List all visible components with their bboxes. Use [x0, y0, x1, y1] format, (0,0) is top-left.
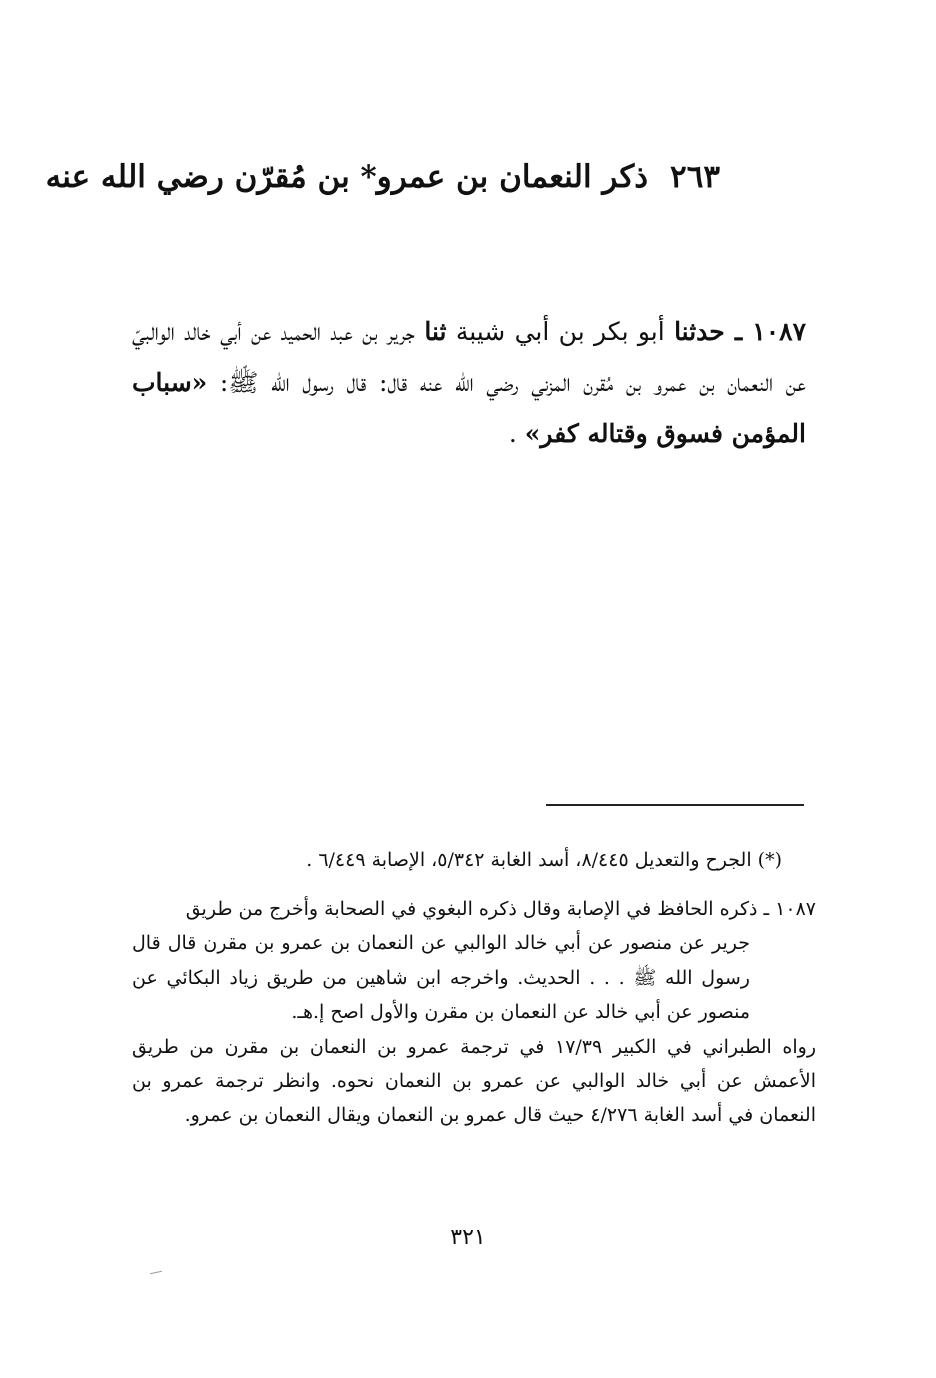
section-title: ذكر النعمان بن عمرو* بن مُقرّن رضي الله عنه [45, 159, 649, 195]
hadith-end: . [508, 419, 525, 448]
section-number: ٢٦٣ [670, 159, 720, 195]
isnad-part-2: جرير بن عبد الحميد عن أبي خالد الوالبيّ عن النعمان بن عمرو بن مُقرن المزني رضي الله عنه قال: قال رسول الله ﷺ: [132, 317, 806, 397]
footnote-paragraph: رواه الطبراني في الكبير ١٧/٣٩ في ترجمة عمرو بن النعمان بن مقرن من طريق الأعمش عن أبي خالد الوالبي عن عمرو بن النعمان نحوه. وانظر ترجمة عمرو بن النعمان في أسد الغابة ٤/٢٧٦ حيث قال عمرو بن النعمان ويقال النعمان بن عمرو. [132, 1035, 816, 1127]
footnote-separator [546, 804, 804, 806]
hadith-dash: ـ [724, 317, 753, 346]
footnote-indented-block: جرير عن منصور عن أبي خالد الوالبي عن النعمان بن عمرو بن مقرن قال قال رسول الله ﷺ . . . الحديث. واخرجه ابن شاهين من طريق زياد البكائي عن منصور عن أبي خالد عن النعمان بن مقرن والأول اصح إ.هـ. [132, 932, 750, 1024]
footnote-takhrij [132, 892, 816, 1133]
hadith-text [132, 306, 806, 459]
narration-verb: حدثنا [674, 317, 725, 346]
page-number: ٣٢١ [450, 1225, 486, 1250]
footnote-first-line: ١٠٨٧ ـ ذكره الحافظ في الإصابة وقال ذكره البغوي في الصحابة وأخرج من طريق [185, 898, 816, 920]
isnad-part-1: أبو بكر بن أبي شيبة [446, 317, 675, 346]
footnote-sources: (*) الجرح والتعديل ٨/٤٤٥، أسد الغابة ٥/٣٤٢، الإصابة ٦/٤٤٩ . [306, 849, 782, 871]
section-heading [45, 152, 720, 202]
hadith-matn: «سباب المؤمن فسوق وقتاله كفر» [132, 368, 806, 448]
scan-mark [150, 1271, 162, 1274]
narration-abbrev: ثنا [424, 317, 447, 346]
hadith-number: ١٠٨٧ [752, 317, 806, 346]
